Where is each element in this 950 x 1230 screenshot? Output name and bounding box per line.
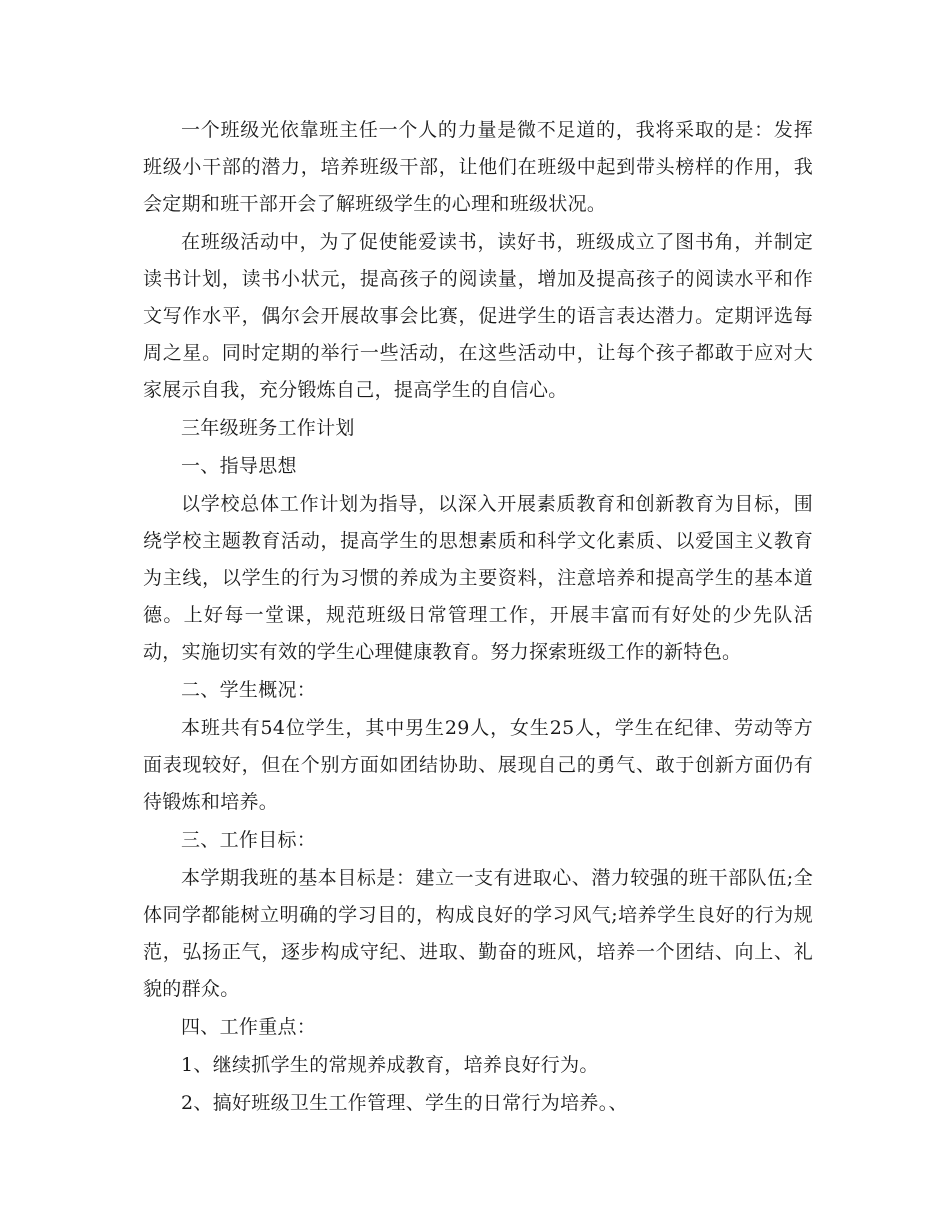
- heading-work-focus: 四、工作重点：: [181, 1016, 317, 1038]
- list-item-focus-2: 2、搞好班级卫生工作管理、学生的日常行为培养。、: [181, 1092, 628, 1114]
- heading-work-goals: 三、工作目标：: [181, 829, 317, 851]
- section-title: 三年级班务工作计划: [181, 417, 355, 439]
- heading-student-overview: 二、学生概况：: [181, 679, 317, 701]
- document-body: [143, 112, 813, 1122]
- paragraph-class-cadres: 一个班级光依靠班主任一个人的力量是微不足道的，我将采取的是：发挥班级小干部的潜力，培养班级干部，让他们在班级中起到带头榜样的作用，我会定期和班干部开会了解班级学生的心理和班级状况。: [143, 119, 813, 215]
- heading-guiding-ideology: 一、指导思想: [181, 455, 297, 477]
- paragraph-student-overview: 本班共有54位学生，其中男生29人，女生25人，学生在纪律、劳动等方面表现较好，但在个别方面如团结协助、展现自己的勇气、敢于创新方面仍有待锻炼和培养。: [143, 717, 813, 813]
- paragraph-work-goals: 本学期我班的基本目标是：建立一支有进取心、潜力较强的班干部队伍;全体同学都能树立明确的学习目的，构成良好的学习风气;培养学生良好的行为规范，弘扬正气，逐步构成守纪、进取、勤奋的班风，培养一个团结、向上、礼貌的群众。: [143, 867, 813, 1000]
- list-item-focus-1: 1、继续抓学生的常规养成教育，培养良好行为。: [181, 1054, 599, 1076]
- paragraph-class-activities: 在班级活动中，为了促使能爱读书，读好书，班级成立了图书角，并制定读书计划，读书小状元，提高孩子的阅读量，增加及提高孩子的阅读水平和作文写作水平，偶尔会开展故事会比赛，促进学生的语言表达潜力。定期评选每周之星。同时定期的举行一些活动，在这些活动中，让每个孩子都敢于应对大家展示自我，充分锻炼自己，提高学生的自信心。: [143, 231, 813, 401]
- paragraph-guiding-ideology: 以学校总体工作计划为指导，以深入开展素质教育和创新教育为目标，围绕学校主题教育活动，提高学生的思想素质和科学文化素质、以爱国主义教育为主线，以学生的行为习惯的养成为主要资料，注意培养和提高学生的基本道德。上好每一堂课，规范班级日常管理工作，开展丰富而有好处的少先队活动，实施切实有效的学生心理健康教育。努力探索班级工作的新特色。: [143, 493, 813, 663]
